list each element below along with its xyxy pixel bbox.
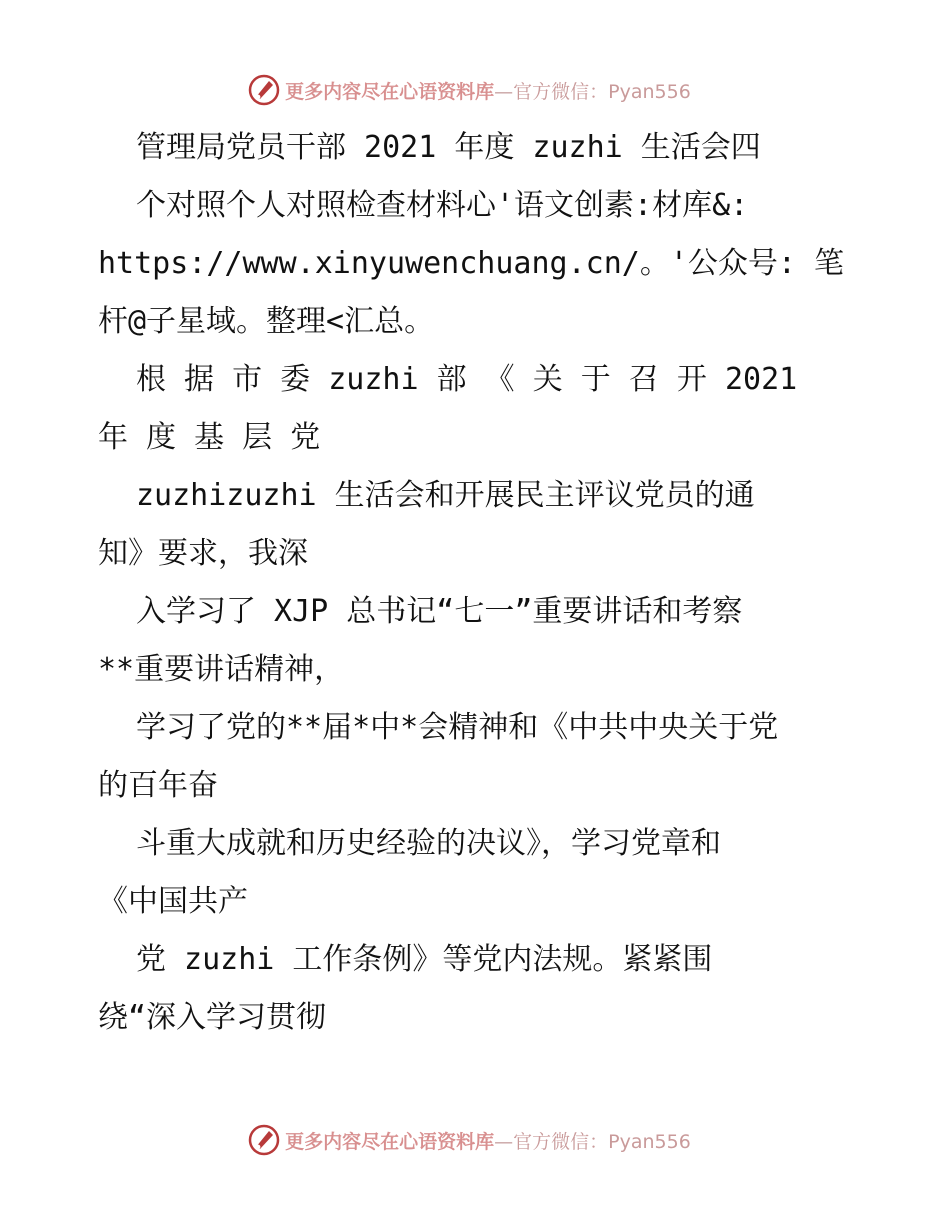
paragraph-line: 的百年奋 [98,768,218,803]
paragraph-line: 党 zuzhi 工作条例》等党内法规。紧紧围 [136,942,713,977]
pen-nib-circle-icon [247,73,281,107]
paragraph-line: 年 度 基 层 党 [98,420,321,455]
pen-nib-circle-icon [247,1123,281,1157]
paragraph-line: zuzhizuzhi 生活会和开展民主评议党员的通 [136,478,755,513]
header-watermark [0,72,950,108]
paragraph-line: https://www.xinyuwenchuang.cn/。'公众号: 笔 [98,246,845,281]
watermark-text: 更多内容尽在心语资料库—官方微信：Pyan556 [285,80,691,103]
paragraph-line: 学习了党的**届*中*会精神和《中共中央关于党 [136,710,779,745]
paragraph-line: 个对照个人对照检查材料心'语文创素:材库&: [136,188,749,223]
paragraph-line: 绕“深入学习贯彻 [98,1000,327,1035]
paragraph-line: 根 据 市 委 zuzhi 部 《 关 于 召 开 2021 [136,362,798,397]
paragraph-line: 知》要求，我深 [98,536,308,571]
footer-watermark [0,1122,950,1158]
paragraph-line: 斗重大成就和历史经验的决议》，学习党章和 [136,826,721,861]
paragraph-line: 入学习了 XJP 总书记“七一”重要讲话和考察 [136,594,743,629]
paragraph-line: 杆@子星域。整理<汇总。 [98,304,435,339]
paragraph-line: 管理局党员干部 2021 年度 zuzhi 生活会四 [136,130,761,165]
paragraph-line: 《中国共产 [98,884,248,919]
paragraph-line: **重要讲话精神， [98,652,345,687]
watermark-text: 更多内容尽在心语资料库—官方微信：Pyan556 [285,1130,691,1153]
